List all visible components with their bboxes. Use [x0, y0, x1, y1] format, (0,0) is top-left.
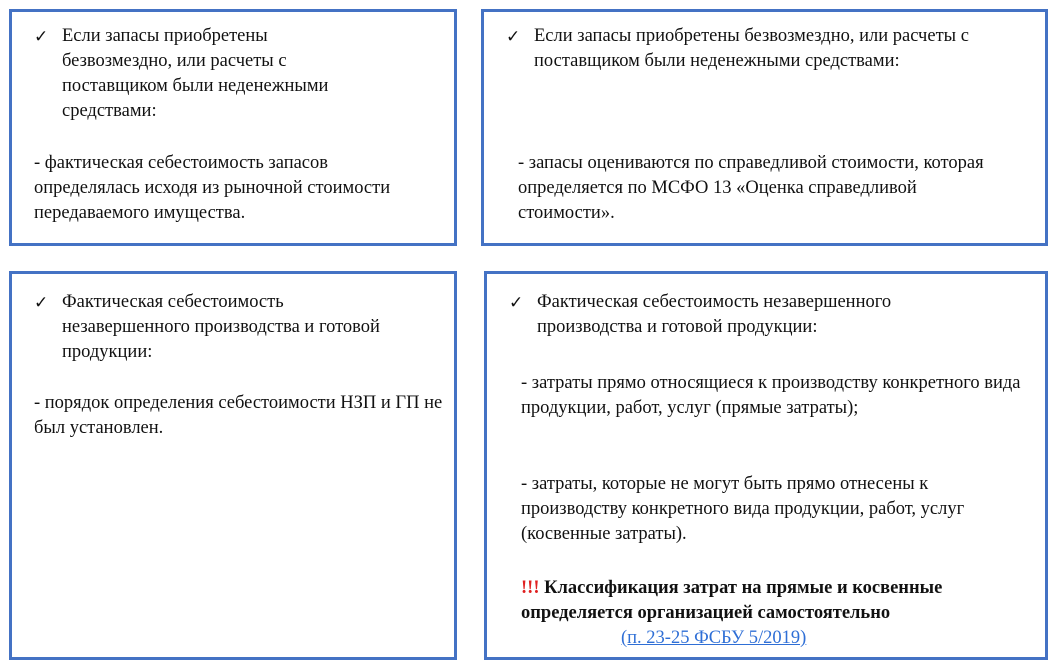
panel-text: - запасы оцениваются по справедливой стоимости, которая определяется по МСФО 13 «Оценка справедливой стоимости».: [518, 153, 984, 223]
panel-heading: Фактическая себестоимость незавершенного производства и готовой продукции:: [62, 292, 380, 362]
panel-heading: Если запасы приобретены безвозмездно, или расчеты с поставщиком были неденежными средствами:: [62, 26, 329, 121]
classification-note-text: Классификация затрат на прямые и косвенные определяется организацией самостоятельно: [521, 578, 943, 623]
reference-link-row: [621, 626, 806, 651]
checkmark-icon: ✓: [34, 293, 49, 312]
panel-heading: Фактическая себестоимость незавершенного производства и готовой продукции:: [537, 292, 892, 337]
panel-new-wip-cost: [484, 271, 1048, 660]
panel-text: - фактическая себестоимость запасов определялась исходя из рыночной стоимости передаваемого имущества.: [34, 153, 391, 223]
checkmark-icon: ✓: [509, 293, 524, 312]
classification-note: [521, 576, 1031, 626]
panel-text-indirect: - затраты, которые не могут быть прямо отнесены к производству конкретного вида продукции, работ, услуг (косвенные затраты).: [521, 474, 965, 544]
panel-old-wip-cost: [9, 271, 457, 660]
panel-new-free-inventory: [481, 9, 1048, 246]
panel-text: - порядок определения себестоимости НЗП и ГП не был установлен.: [34, 393, 443, 438]
checkmark-icon: ✓: [34, 27, 49, 46]
panel-heading: Если запасы приобретены безвозмездно, или расчеты с поставщиком были неденежными средствами:: [534, 26, 969, 71]
checkmark-icon: ✓: [506, 27, 521, 46]
alert-marks: !!!: [521, 578, 540, 598]
panel-old-free-inventory: [9, 9, 457, 246]
panel-text-direct: - затраты прямо относящиеся к производству конкретного вида продукции, работ, услуг (прямые затраты);: [521, 373, 1021, 418]
fsbu-reference-link[interactable]: (п. 23-25 ФСБУ 5/2019): [621, 628, 807, 648]
